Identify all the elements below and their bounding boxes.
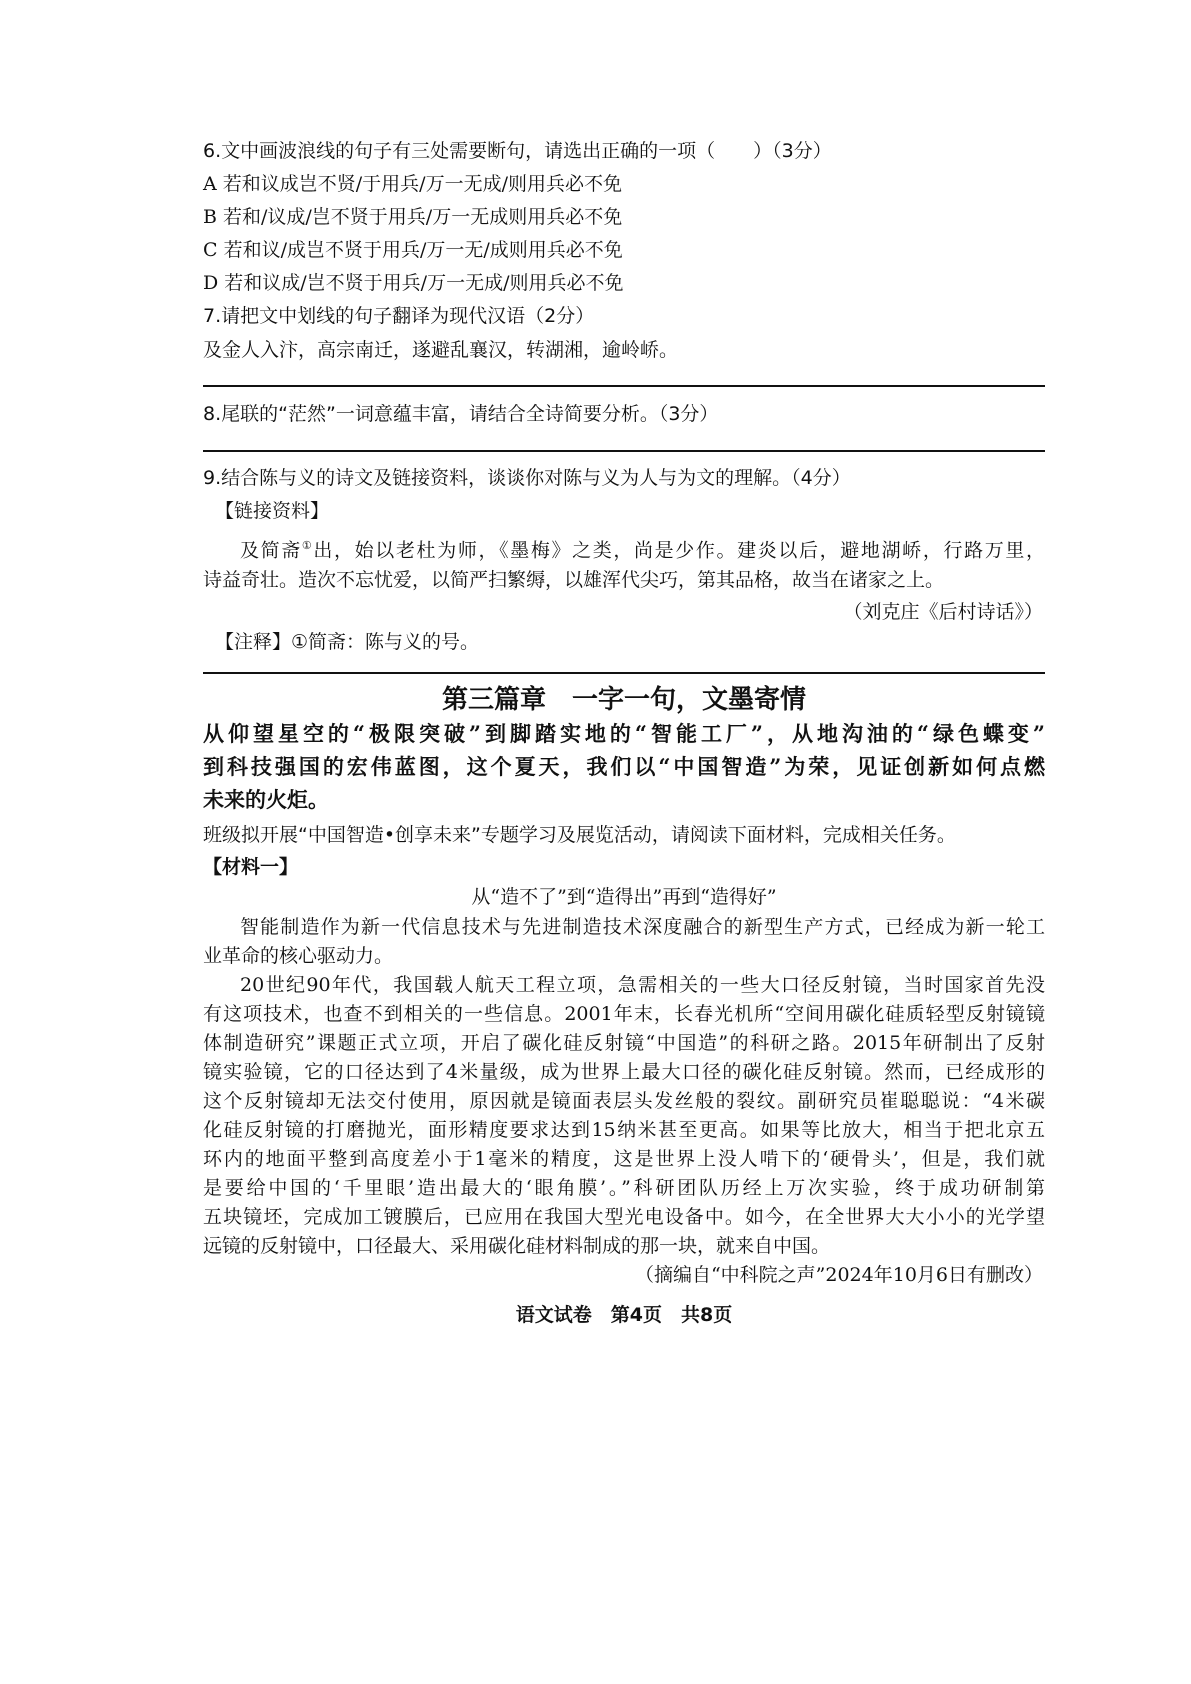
- q7-answer-line: [203, 385, 1045, 387]
- para2-line-7: 环内的地面平整到高度差小于1毫米的精度，这是世界上没人啃下的‘硬骨头’，但是，我们就: [203, 1148, 1045, 1170]
- chapter-task: 班级拟开展“中国智造•创享未来”专题学习及展览活动，请阅读下面材料，完成相关任务。: [203, 824, 956, 846]
- q7-sentence: 及金人入汴，高宗南迁，遂避乱襄汉，转湖湘，逾岭峤。: [203, 339, 679, 361]
- q9-link-line-1: 及简斋①出，始以老杜为师，《墨梅》之类，尚是少作。建炎以后，避地湖峤，行路万里，: [240, 539, 1045, 562]
- q6-option-a: A 若和议成岂不贤/于用兵/万一无成/则用兵必不免: [203, 173, 622, 195]
- q9-note: 【注释】①简斋：陈与义的号。: [215, 631, 480, 653]
- chapter-intro-line-3: 未来的火炬。: [203, 787, 329, 812]
- para2-line-8: 是要给中国的‘千里眼’造出最大的‘眼角膜’。”科研团队历经上万次实验，终于成功研制第: [203, 1177, 1045, 1199]
- chapter-title: 第三篇章 一字一句，文墨寄情: [441, 685, 806, 715]
- para2-line-4: 镜实验镜，它的口径达到了4米量级，成为世界上最大口径的碳化硅反射镜。然而，已经成形的: [203, 1061, 1045, 1083]
- para2-line-5: 这个反射镜却无法交付使用，原因就是镜面表层头发丝般的裂纹。副研究员崔聪聪说：“4米碳: [203, 1090, 1045, 1112]
- chapter-intro-line-2: 到科技强国的宏伟蓝图，这个夏天，我们以“中国智造”为荣，见证创新如何点燃: [203, 754, 1045, 779]
- para2-line-10: 远镜的反射镜中，口径最大、采用碳化硅材料制成的那一块，就来自中国。: [203, 1235, 831, 1257]
- q6-option-b: B 若和/议成/岂不贤于用兵/万一无成则用兵必不免: [203, 206, 623, 228]
- page-footer: 语文试卷 第4页 共8页: [515, 1304, 733, 1326]
- q9-answer-line: [203, 672, 1045, 674]
- para2-line-6: 化硅反射镜的打磨抛光，面形精度要求达到15纳米甚至更高。如果等比放大，相当于把北京五: [203, 1119, 1045, 1141]
- para1-line-1: 智能制造作为新一代信息技术与先进制造技术深度融合的新型生产方式，已经成为新一轮工: [240, 916, 1045, 938]
- q7-stem: 7.请把文中划线的句子翻译为现代汉语（2分）: [203, 305, 595, 327]
- chapter-intro-line-1: 从仰望星空的“极限突破”到脚踏实地的“智能工厂”，从地沟油的“绿色蝶变”: [203, 721, 1045, 746]
- q9-link-line-2: 诗益奇壮。造次不忘忧爱，以简严扫繁缛，以雄浑代尖巧，第其品格，故当在诸家之上。: [203, 569, 945, 591]
- q8-stem: 8.尾联的“茫然”一词意蕴丰富，请结合全诗简要分析。（3分）: [203, 403, 719, 425]
- para2-line-9: 五块镜坯，完成加工镀膜后，已应用在我国大型光电设备中。如今，在全世界大大小小的光学望: [203, 1206, 1045, 1228]
- para2-line-1: 20世纪90年代，我国载人航天工程立项，急需相关的一些大口径反射镜，当时国家首先没: [240, 974, 1045, 996]
- para2-line-3: 体制造研究”课题正式立项，开启了碳化硅反射镜“中国造”的科研之路。2015年研制出了反射: [203, 1032, 1045, 1054]
- q6-option-d: D 若和议成/岂不贤于用兵/万一无成/则用兵必不免: [203, 272, 624, 294]
- para1-line-2: 业革命的核心驱动力。: [203, 945, 394, 967]
- footnote-marker: ①: [301, 539, 314, 552]
- q8-answer-line: [203, 450, 1045, 452]
- q9-link-label: 【链接资料】: [215, 500, 330, 522]
- q6-stem: 6.文中画波浪线的句子有三处需要断句，请选出正确的一项（ ）（3分）: [203, 140, 832, 162]
- q9-source: （刘克庄《后村诗话》）: [843, 601, 1043, 623]
- q6-option-c: C 若和议/成岂不贤于用兵/万一无/成则用兵必不免: [203, 239, 623, 261]
- material-label: 【材料一】: [203, 856, 299, 878]
- article-title: 从“造不了”到“造得出”再到“造得好”: [471, 886, 777, 908]
- q9-stem: 9.结合陈与义的诗文及链接资料，谈谈你对陈与义为人与为文的理解。（4分）: [203, 467, 851, 489]
- material-source: （摘编自“中科院之声”2024年10月6日有删改）: [634, 1264, 1043, 1286]
- para2-line-2: 有这项技术，也查不到相关的一些信息。2001年末，长春光机所“空间用碳化硅质轻型反射镜镜: [203, 1003, 1045, 1025]
